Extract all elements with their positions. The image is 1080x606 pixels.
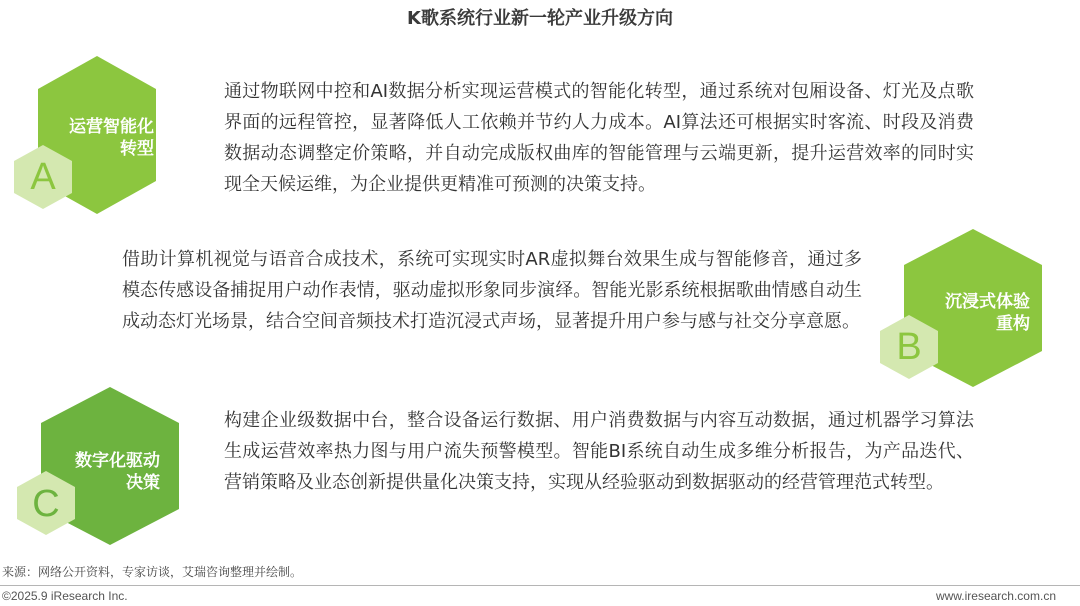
copyright-text: ©2025.9 iResearch Inc. bbox=[2, 589, 128, 603]
section-label-a: 运营智能化 转型 bbox=[69, 117, 154, 159]
website-link[interactable]: www.iresearch.com.cn bbox=[935, 589, 1056, 603]
section-label-c: 数字化驱动 决策 bbox=[75, 451, 160, 493]
section-text-a: 通过物联网中控和AI数据分析实现运营模式的智能化转型，通过系统对包厢设备、灯光及点歌界面的远程管控，显著降低人工依赖并节约人力成本。AI算法还可根据实时客流、时段及消费数据动态调整定价策略，并自动完成版权曲库的智能管理与云端更新，提升运营效率的同时实现全天候运维，为企业提供更精准可预测的决策支持。 bbox=[224, 81, 974, 195]
section-letter-b: B bbox=[896, 326, 922, 368]
source-note: 来源：网络公开资料，专家访谈，艾瑞咨询整理并绘制。 bbox=[2, 565, 303, 579]
section-letter-c: C bbox=[32, 483, 60, 525]
section-letter-a: A bbox=[30, 156, 56, 198]
footer-divider bbox=[0, 585, 1080, 586]
section-label-b: 沉浸式体验 重构 bbox=[945, 292, 1030, 334]
section-text-b: 借助计算机视觉与语音合成技术，系统可实现实时AR虚拟舞台效果生成与智能修音，通过多模态传感设备捕捉用户动作表情，驱动虚拟形象同步演绎。智能光影系统根据歌曲情感自动生成动态灯光场景，结合空间音频技术打造沉浸式声场，显著提升用户参与感与社交分享意愿。 bbox=[122, 249, 862, 332]
section-text-c: 构建企业级数据中台，整合设备运行数据、用户消费数据与内容互动数据，通过机器学习算法生成运营效率热力图与用户流失预警模型。智能BI系统自动生成多维分析报告，为产品迭代、营销策略及业态创新提供量化决策支持，实现从经验驱动到数据驱动的经营管理范式转型。 bbox=[224, 410, 974, 493]
page-title: K歌系统行业新一轮产业升级方向 bbox=[407, 8, 673, 29]
